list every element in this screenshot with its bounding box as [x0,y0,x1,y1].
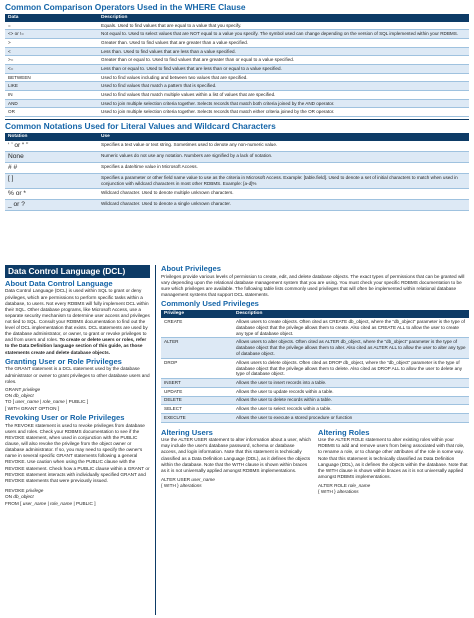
altering-roles-text: Use the ALTER ROLE statement to alter existing roles within your RDBMS to add and remove users from being associated with that role, to rename a role, or to change other attributes of the role in some way. Note that this statement is technically classified as Data Definition Language (DDL), as it defines the objects within the database. Note that the WITH clause is shown within braces as it is not universally applied amongst RDBMS implementations. [318,437,468,479]
notation-row-key: % or * [5,188,98,199]
comparison-row [5,65,469,74]
notation-title: Common Notations Used for Literal Values and Wildcard Characters [5,121,276,131]
dcl-about-text: Data Control Language (DCL) is used within SQL to grant or deny privileges, which are permissions to perform specific tasks within a database, to users. Not every RDBMS will fully implement DCL within their SQL. Other database programs, like Microsoft Access, use a separate security mechanism to determine user access and privileges not tied to SQL. Consult your RDBMS documentation to find out the level of DCL implementation that exists. DCL statements are used by the database administrator, or owner, to grant or revoke privileges to and from users and roles. To create or delete users or roles, refer to the Data Definition language section of this guide, as those statements create and delete database objects. [5,288,150,355]
comparison-row-description: Not equal to. Used to select values that are NOT equal to a value you specify. The symbol used can change depending on the version of SQL implemented within your RDBMS. [98,30,469,39]
notation-row [5,174,469,189]
comparison-row [5,108,469,117]
comparison-row [5,22,469,30]
comparison-row-key: = [5,22,98,30]
notation-table [5,133,469,212]
privilege-row-key: EXECUTE [161,413,233,422]
privilege-row [161,396,469,405]
notation-row [5,152,469,163]
comparison-row-key: <> or != [5,30,98,39]
altering-users-text: Use the ALTER USER statement to alter information about a user, which may include the user's database password, schema or database access, and login information. Note that this statement is technically classified as a Data Definition Language (DDL), as it defines the objects within the database. Note that the WITH clause is shown within braces as it is not universally applied amongst RDBMS implementations. [161,437,311,473]
privilege-row-key: UPDATE [161,387,233,396]
comparison-row-description: Used to join multiple selection criteria together. Selects records that match both criteria joined by the AND operator. [98,99,469,108]
privilege-row-key: DROP [161,358,233,378]
notation-row-description: Wildcard character. Used to denote a single unknown character. [98,200,469,211]
comparison-row-key: > [5,39,98,48]
notation-row-description: Numeric values do not use any notation. Numbers are signified by a lack of notation. [98,152,469,163]
comparison-row-description: Used to find values including and between two values that are specified. [98,73,469,82]
privileges-table [161,310,469,423]
privilege-row-description: Allows the user to insert records into a table. [233,379,469,388]
altering-roles [318,429,468,498]
comparison-row-key: LIKE [5,82,98,91]
notation-row [5,188,469,199]
notation-row [5,163,469,174]
comparison-header-row [5,14,469,22]
privilege-row-description: Allows the user to execute a stored procedure or function [233,413,469,422]
privilege-row-description: Allows the user to delete records within a table. [233,396,469,405]
privilege-row-description: Allows users to create objects. Often cited as CREATE db_object, where the “db_object” parameter is the type of database object that the privilege allows them to create. Also cited as CREATE ALL to allow the user to create any type of database object. [233,318,469,338]
notation-row-description: Specifies a parameter or other field name value to use as the criteria in Microsoft Access. Example: [table.field]. Used to denote a set of initial characters to match when used in conjunction with wildcard characters in most other RDBMS. Example: [a-d]% [98,174,469,189]
notation-row-key: [ ] [5,174,98,189]
comparison-row-key: IN [5,91,98,100]
privilege-row [161,338,469,358]
lower-columns [5,265,469,615]
comparison-row [5,47,469,56]
revoke-text: The REVOKE statement is used to revoke privileges from database users and roles. Check your RDBMS documentation to see if the REVOKE statement, when used in conjunction with the PUBLIC clause, will also revoke the privilege from the object owner or database administrator. If so, you may need to specify the owner's name in several specific GRANT statements following a general REVOKE. Use caution when using the PUBLIC clause with the REVOKE statement. Check how a PUBLIC clause within a GRANT or REVOKE statement interacts with individually specified GRANT and REVOKE statements that were previously issued. [5,422,150,483]
dcl-about-note: To create or delete users or roles, refer to the Data Definition language section of this guide, as those statements create and delete database objects. [5,337,147,355]
comparison-row-description: Less than or equal to. Used to find values that are less than or equal to a value specified. [98,65,469,74]
revoke-syntax: REVOKE privilege ON db_object FROM [ user_name | role_name | PUBLIC ] [5,487,96,506]
altering-roles-title: Altering Roles [318,427,370,437]
comparison-header-description: Description [98,14,469,22]
dcl-column [5,265,150,509]
comparison-row-description: Equals. Used to find values that are equal to a value that you specify. [98,22,469,30]
alter-user-syntax: ALTER USER user_name { WITH } alterations [161,476,215,489]
comparison-title: Common Comparison Operators Used in the WHERE Clause [5,2,246,12]
comparison-row [5,73,469,82]
altering-users-title: Altering Users [161,427,213,437]
privilege-row-key: SELECT [161,405,233,414]
notation-row-description: Specifies a date/time value in Microsoft Access. [98,163,469,174]
privileges-about-text: Privileges provide various levels of permission to create, edit, and delete database objects. The exact types of permissions that can be granted will vary depending upon the relational database management system that you are using. You must check your specific RDBMS documentation to be sure which privileges are available. The following table lists commonly used privileges that will often be implemented within relational database management systems that support DCL statements. [161,273,465,298]
privilege-row [161,413,469,422]
notation-row-description: Wildcard character. Used to denote multiple unknown characters. [98,188,469,199]
notation-row [5,200,469,211]
notation-row [5,141,469,152]
altering-row [161,429,469,559]
privilege-row-key: CREATE [161,318,233,338]
comparison-row [5,82,469,91]
notation-row-key: _ or ? [5,200,98,211]
notation-header-row [5,133,469,141]
dcl-about-title: About Data Control Language [5,278,113,288]
privilege-row-key: ALTER [161,338,233,358]
privilege-row [161,405,469,414]
privilege-row [161,379,469,388]
privilege-row-key: INSERT [161,379,233,388]
privileges-about-title: About Privileges [161,264,221,273]
comparison-row-key: < [5,47,98,56]
comparison-row-key: >= [5,56,98,65]
dcl-banner: Data Control Language (DCL) [5,265,150,278]
privilege-row-description: Allows the user to select records within a table. [233,405,469,414]
comparison-header-data: Data [5,14,98,22]
section-divider [5,119,469,120]
notation-row-key: ‘ ’ or “ ” [5,141,98,152]
comparison-row [5,91,469,100]
privilege-row [161,387,469,396]
privilege-row [161,358,469,378]
grant-text: The GRANT statement is a DCL statement used by the database administrator or owner to grant privileges to other database users and roles. [5,366,150,384]
comparison-row-description: Used to find values that match a pattern that is specified. [98,82,469,91]
grant-title: Granting User or Role Privileges [5,356,122,366]
comparison-row-description: Used to join multiple selection criteria together. Selects records that match either criteria joined by the OR operator. [98,108,469,117]
comparison-row [5,99,469,108]
altering-users [161,429,311,492]
privilege-row-description: Allows the user to update records within a table. [233,387,469,396]
comparison-row-key: OR [5,108,98,117]
notation-header-notation: Notation [5,133,98,141]
privileges-header-privilege: Privilege [161,310,233,318]
privilege-row-description: Allows users to delete objects. Often cited as DROP db_object, where the “db_object” parameter is the type of database object that the privilege allows them to delete. Also cited as DROP ALL to allow the user to delete any type of database object. [233,358,469,378]
comparison-row-description: Used to find values that match multiple values within a list of values that are specified. [98,91,469,100]
page [5,3,469,211]
column-divider [155,265,156,615]
notation-row-description: Specifies a text value or text string. Sometimes used to denote any non-numeric value. [98,141,469,152]
comparison-table [5,14,469,117]
privileges-header-row [161,310,469,318]
privilege-row [161,318,469,338]
comparison-row [5,56,469,65]
privilege-row-description: Allows users to alter objects. Often cited as ALTER db_object, where the “db_object” parameter is the type of database object that the privilege allows them to alter. Also cited as ALTER ALL to allow the user to alter any type of database object. [233,338,469,358]
comparison-row-key: <= [5,65,98,74]
privilege-row-key: DELETE [161,396,233,405]
notation-header-use: Use [98,133,469,141]
comparison-row-description: Less than. Used to find values that are less than a value specified. [98,47,469,56]
comparison-row-key: BETWEEN [5,73,98,82]
comparison-row [5,30,469,39]
comparison-row-description: Greater than or equal to. Used to find values that are greater than or equal to a value specified. [98,56,469,65]
notation-row-key: # # [5,163,98,174]
privileges-column [161,265,469,559]
grant-syntax: GRANT privilege ON db_object TO [ user_name | role_name | PUBLIC ] [ WITH GRANT OPTION ] [5,386,89,411]
privileges-common-title: Commonly Used Privileges [161,299,259,309]
notation-row-key: None [5,152,98,163]
comparison-row [5,39,469,48]
revoke-title: Revoking User or Role Privileges [5,413,125,423]
privileges-header-description: Description [233,310,469,318]
comparison-row-description: Greater than. Used to find values that are greater than a value specified. [98,39,469,48]
comparison-row-key: AND [5,99,98,108]
alter-role-syntax: ALTER ROLE role_name { WITH } alterations [318,482,371,495]
